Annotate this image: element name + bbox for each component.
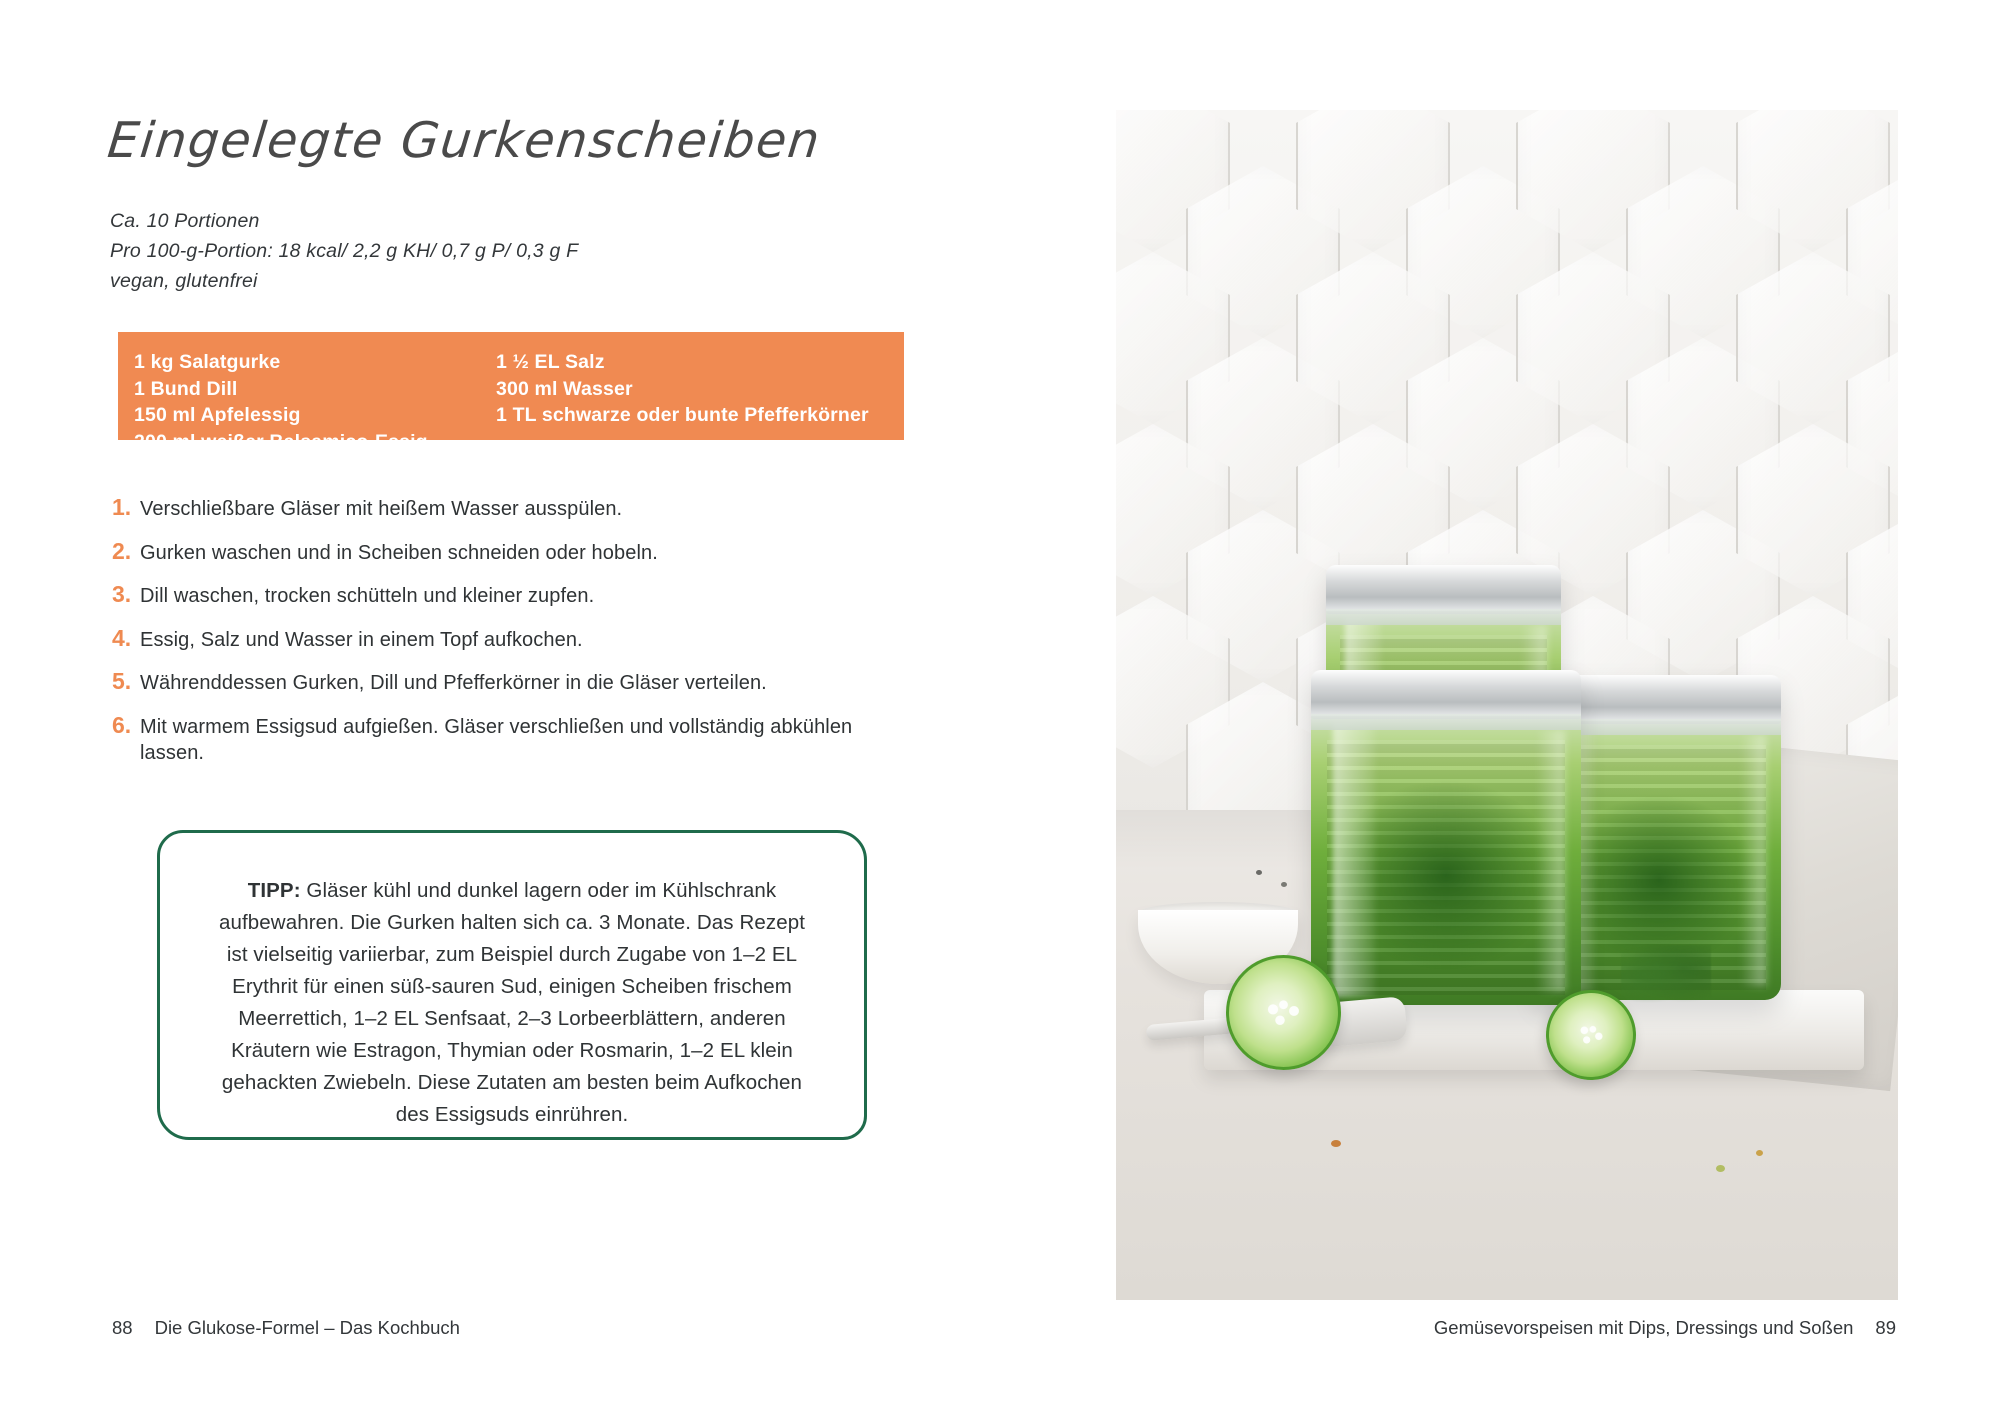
tip-body: Gläser kühl und dunkel lagern oder im Kühlschrank aufbewahren. Die Gurken halten sich ca. 3 Monate. Das Rezept ist vielseitig variierbar, zum Beispiel durch Zugabe von 1–2 EL Erythrit für einen süß-sauren Sud, einigen Scheiben frischem Meerrettich, 1–2 EL Senfsaat, 2–3 Lorbeerblättern, anderen Kräutern wie Estragon, Thymian oder Rosmarin, 1–2 EL klein gehackten Zwiebeln. Diese Zutaten am besten beim Aufkochen des Essigsuds einrühren. [218, 879, 805, 1126]
step-number: 6. [112, 711, 132, 738]
step-text: Mit warmem Essigsud aufgießen. Gläser verschließen und vollständig abkühlen lassen. [140, 715, 853, 764]
dill-sprig [1621, 945, 1711, 1005]
ingredient-item: 1 TL schwarze oder bunte Pfefferkörner [496, 404, 869, 426]
book-title-footer: Die Glukose-Formel – Das Kochbuch [154, 1317, 460, 1338]
step-number: 5. [112, 668, 132, 694]
step-number: 3. [112, 581, 132, 607]
recipe-nutrition: Pro 100-g-Portion: 18 kcal/ 2,2 g KH/ 0,7 g P/ 0,3 g F [110, 240, 579, 262]
tip-box [157, 830, 867, 1140]
recipe-servings: Ca. 10 Portionen [110, 210, 260, 232]
step-text: Essig, Salz und Wasser in einem Topf aufkochen. [140, 628, 583, 651]
step-text: Währenddessen Gurken, Dill und Pfefferkörner in die Gläser verteilen. [140, 672, 767, 694]
recipe-title: Eingelegte Gurkenscheiben [105, 112, 824, 169]
ingredient-item: 1 kg Salatgurke [134, 351, 281, 373]
ingredients-box [118, 332, 904, 453]
footer-left [112, 1317, 460, 1339]
step-text: Gurken waschen und in Scheiben schneiden oder hobeln. [140, 541, 658, 564]
recipe-photo [1116, 110, 1898, 1300]
step-text: Verschließbare Gläser mit heißem Wasser ausspülen. [140, 498, 623, 520]
step-item [112, 494, 912, 522]
step-item [112, 538, 912, 566]
step-item [112, 668, 912, 696]
tip-paragraph [218, 875, 806, 1131]
ingredient-item: 1 ½ EL Salz [496, 351, 605, 373]
preparation-steps [112, 494, 912, 781]
ingredients-column-1 [118, 349, 496, 455]
ingredients-column-2 [496, 349, 904, 455]
ingredient-item: 300 ml Wasser [496, 377, 633, 400]
recipe-meta [110, 206, 578, 296]
footer-right [1434, 1317, 1896, 1339]
page-number-right: 89 [1875, 1317, 1896, 1338]
ingredient-item: 1 Bund Dill [134, 377, 238, 400]
pickle-jar-front [1311, 670, 1581, 1005]
chapter-title-footer: Gemüsevorspeisen mit Dips, Dressings und Soßen [1433, 1317, 1854, 1338]
step-number: 1. [112, 494, 132, 520]
step-number: 4. [112, 624, 132, 651]
step-number: 2. [112, 537, 132, 564]
step-item [112, 625, 912, 653]
step-item [112, 712, 912, 766]
page-number-left: 88 [112, 1317, 133, 1338]
recipe-diet-tags: vegan, glutenfrei [110, 270, 258, 292]
cucumber-slice-front [1226, 955, 1341, 1070]
right-page [1004, 0, 2008, 1417]
step-text: Dill waschen, trocken schütteln und kleiner zupfen. [140, 585, 595, 607]
ingredient-item: 200 ml weißer Balsamico-Essig [134, 430, 428, 453]
ingredient-item: 150 ml Apfelessig [134, 404, 301, 426]
step-item [112, 581, 912, 609]
tip-label: TIPP: [247, 879, 301, 902]
